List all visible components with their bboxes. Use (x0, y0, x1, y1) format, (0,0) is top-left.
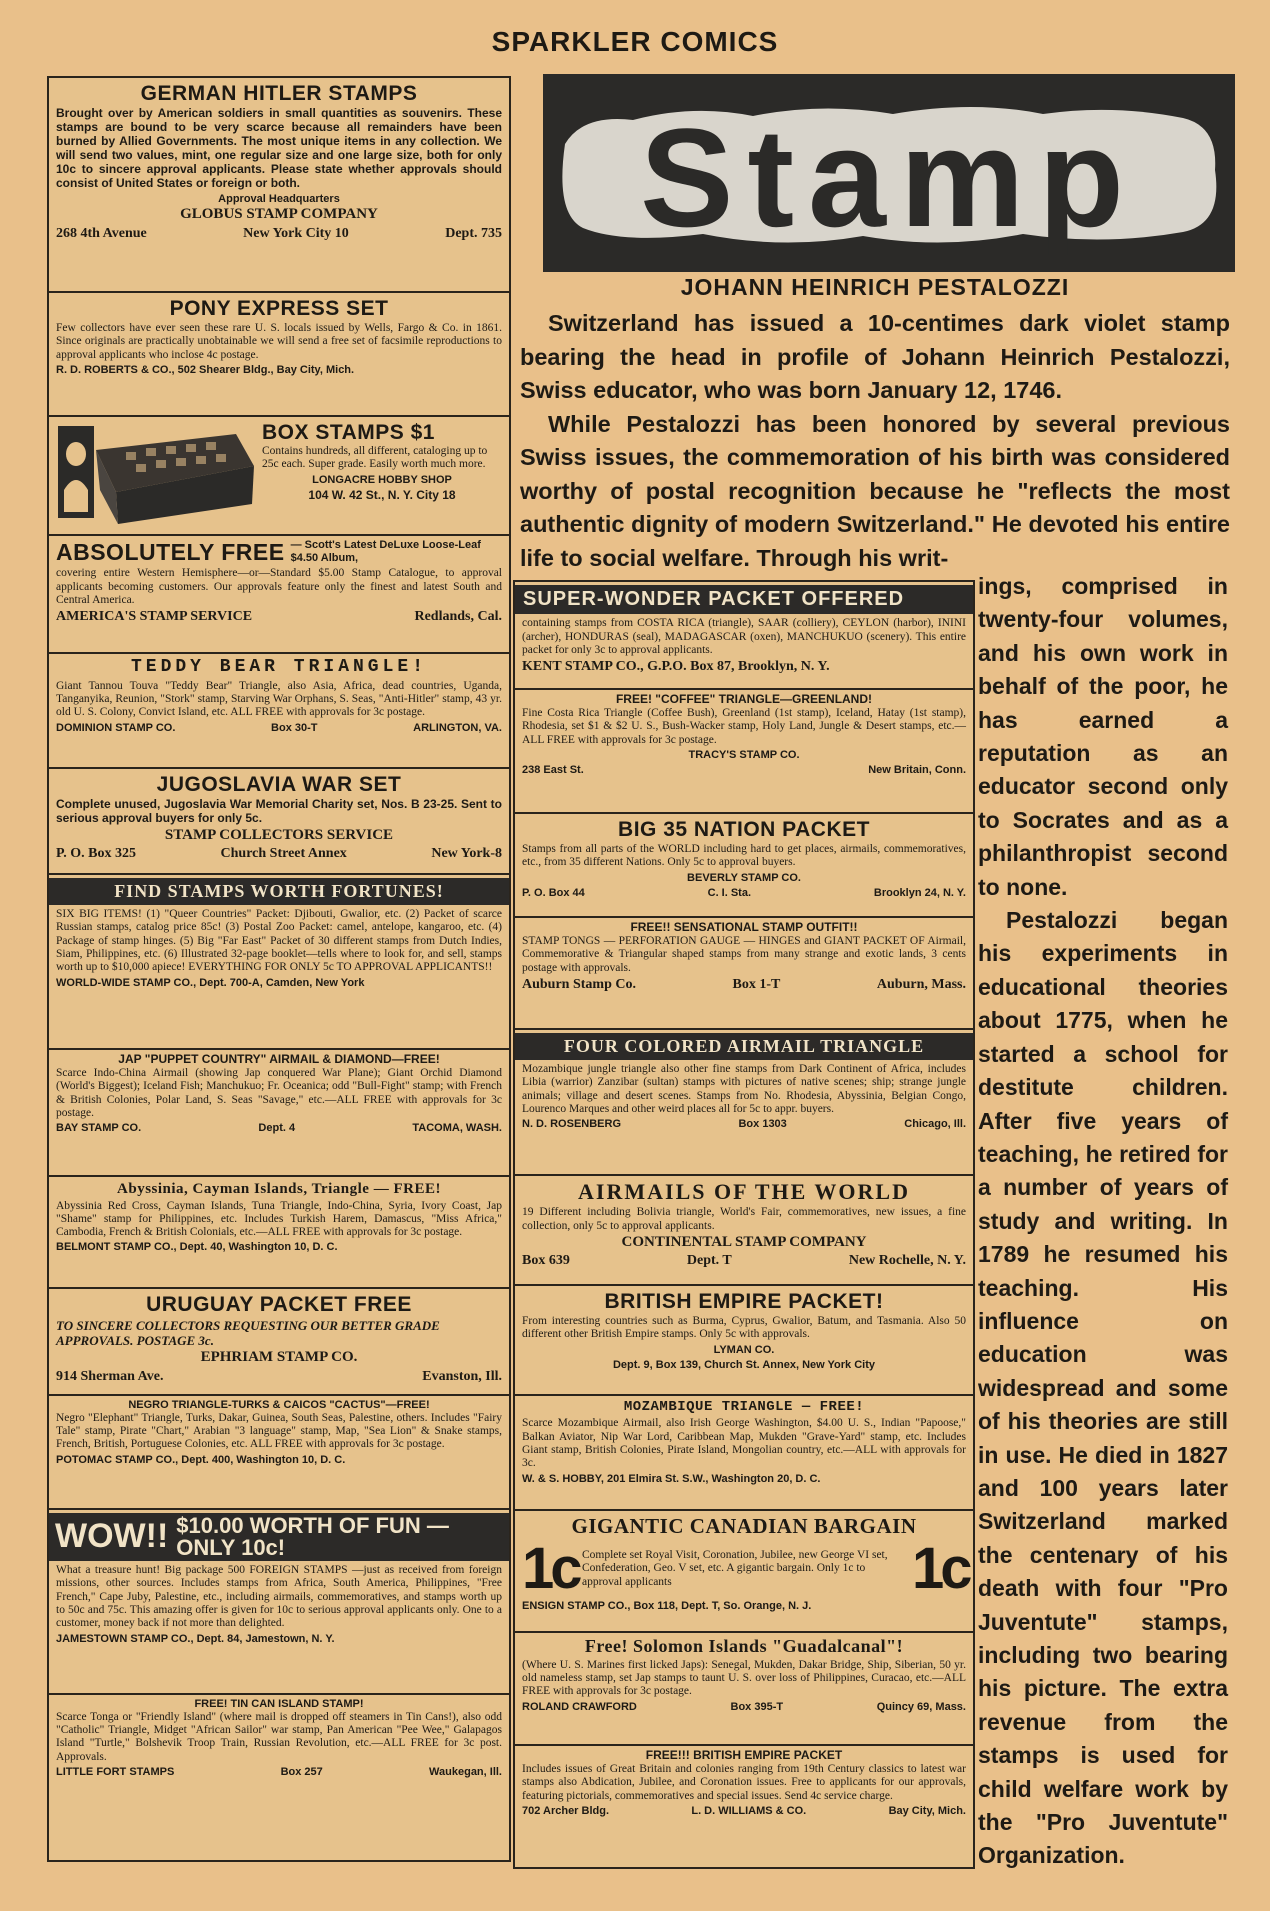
footer-city: TACOMA, WASH. (412, 1122, 502, 1135)
footer-box: Box 257 (280, 1766, 323, 1779)
footer-city: ARLINGTON, VA. (413, 721, 502, 734)
ad-title-banner: FOUR COLORED AIRMAIL TRIANGLE (515, 1033, 973, 1060)
ad-tagline: — Scott's Latest DeLuxe Loose-Leaf $4.50 Album, (290, 539, 481, 564)
ad-airmails-of-the-world (515, 1176, 973, 1286)
ad-british-empire-packet (515, 1286, 973, 1396)
footer-text: KENT STAMP CO., G.P.O. Box 87, Brooklyn, N. Y. (522, 659, 830, 675)
footer-company: BAY STAMP CO. (56, 1122, 142, 1135)
ad-pony-express (49, 293, 509, 417)
ad-body: STAMP TONGS — PERFORATION GAUGE — HINGES and GIANT PACKET OF Airmail, Commemorative & Triangular shaped stamps from many strange and exotic lands, 3 cents postage with approvals. (522, 934, 966, 974)
ad-body: SIX BIG ITEMS! (1) "Queer Countries" Packet: Djibouti, Gwalior, etc. (2) Packet of scarce Russian stamps, catalog price 85c! (3) Postal Zoo Packet: camel, antelope, kangaroo, etc. (4) Package of stamp hinges. (5) Big "Far East" Packet of 30 different stamps from Dutch Indies, Siam, Philippines, etc. (6) Illustrated 32-page booklet—tells where to look for, and sell, stamps worth up to $10,000 apiece! EVERYTHING FOR ONLY 5c TO APPROVAL APPLICANTS!! (56, 907, 502, 974)
footer-text: WORLD-WIDE STAMP CO., Dept. 700-A, Camden, New York (56, 976, 365, 989)
ad-subtitle: $10.00 WORTH OF FUN — ONLY 10c! (176, 1513, 449, 1560)
footer-box: P. O. Box 325 (56, 846, 136, 862)
ad-body: What a treasure hunt! Big package 500 FOREIGN STAMPS —just as received from foreign missions, other sources. Includes stamps from Africa, South America, Philippines, "Free French," Cape Juby, Palestine, etc., including airmails, commemoratives, and stamps worth up to 50c and 75c. This amazing offer is given for 10c to serious approval applicants only. One to a customer, money back if not more than delighted. (56, 1564, 502, 1630)
footer-street: 238 East St. (522, 763, 584, 776)
article-continuation-column (978, 570, 1228, 1873)
footer-city: Redlands, Cal. (414, 609, 502, 625)
ad-box-stamps (49, 417, 509, 536)
footer-company: Auburn Stamp Co. (522, 976, 636, 992)
article-paragraph-4: Pestalozzi began his experiments in educational theories about 1775, when he started a school for destitute children. After five years of teaching, he retired for a number of years of study and writing. In 1789 he resumed his teaching. His influence on education was widespread and some of his theories are still in use. He died in 1827 and 100 years later Switzerland marked the centenary of his death with four "Pro Juventute" stamps, including two bearing his picture. The extra revenue from the stamps is used for child welfare work by the "Pro Juventute" Organization. (978, 907, 1228, 1869)
ad-body: Scarce Mozambique Airmail, also Irish George Washington, $4.00 U. S., Indian "Papoose," Balkan Aviator, Nip War Lord, Caribbean Map, Mukden "Grave-Yard" stamp, etc. Includes Giant stamp, British Colonies, Pirate Island, Mongolian country, etc.—ALL with approvals for 3c. (522, 1417, 966, 1470)
ad-find-stamps-worth-fortunes (49, 875, 509, 1050)
footer-text: ENSIGN STAMP CO., Box 118, Dept. T, So. Orange, N. J. (522, 1600, 812, 1613)
footer-station: C. I. Sta. (707, 886, 752, 899)
ad-title: Abyssinia, Cayman Islands, Triangle — FREE! (117, 1181, 441, 1197)
footer-company: DOMINION STAMP CO. (56, 721, 176, 734)
ad-big-35-nation-packet (515, 814, 973, 918)
footer-dept: Dept. T (686, 1253, 732, 1269)
ad-title: GIGANTIC CANADIAN BARGAIN (571, 1514, 917, 1538)
ad-body: (Where U. S. Marines first licked Japs): Senegal, Mukden, Dakar Bridge, Ship, Siberian, 50 yr. old nameless stamp, set Jap stamps to taunt U. S. over loss of Philippines, Curacao, etc.—ALL FREE with approvals for 3c postage. (522, 1658, 966, 1698)
ad-footer (522, 1253, 966, 1269)
ad-address: 104 W. 42 St., N. Y. City 18 (308, 487, 456, 502)
ad-title-banner: SUPER-WONDER PACKET OFFERED (515, 585, 973, 614)
footer-box: P. O. Box 44 (522, 886, 585, 899)
ad-body: Scarce Tonga or "Friendly Island" (where mail is dropped off steamers in Tin Cans!), also odd "Catholic" Triangle, Midget "African Sailor" war stamp, Pan American "Pee Wee," Galapagos Island "Turtle," Bolshevik Troop Train, Russian Revolution, etc.—ALL FREE for 3c post. Approvals. (56, 1710, 502, 1763)
ad-body: Negro "Elephant" Triangle, Turks, Dakar, Guinea, South Seas, Palestine, others. Includes "Fairy Tale" stamp, Pirate "Chart," Arabian "3 language" stamp, Map, "Sea Lion" & Snake stamps, French, British, Portuguese Colonies, etc. ALL FREE with approvals for 3c postage. (56, 1411, 502, 1451)
ad-wow (49, 1510, 509, 1695)
ad-body: Giant Tannou Touva "Teddy Bear" Triangle, also Asia, Africa, dead countries, Uganda, Tanganyika, Reunion, "Stork" stamp, Starving War Orphans, S. Seas, "Anti-Hitler" stamp, 43 yr. old U. S. Colony, Convict Island, etc. ALL FREE with approvals for 3c postage. (56, 679, 502, 719)
footer-box: Box 1303 (738, 1118, 787, 1131)
ad-gigantic-canadian-bargain (515, 1511, 973, 1633)
left-ads-column (47, 76, 511, 1862)
ad-address (56, 226, 502, 242)
ad-title: AIRMAILS OF THE WORLD (578, 1179, 910, 1204)
ad-jap-puppet-country (49, 1050, 509, 1177)
address-city: New York City 10 (243, 225, 349, 241)
footer-city: Chicago, Ill. (904, 1118, 966, 1131)
ad-footer: Dept. 9, Box 139, Church St. Annex, New York City (612, 1358, 876, 1371)
footer-text: BELMONT STAMP CO., Dept. 40, Washington 10, D. C. (56, 1241, 338, 1254)
ad-body: From interesting countries such as Burma, Cyprus, Gwalior, Batum, and Tasmania. Also 50 different other British Empire stamps. Only 5c with approvals. (522, 1315, 966, 1341)
article-paragraph-2: While Pestalozzi has been honored by several previous Swiss issues, the commemoration of his birth was considered worthy of postal recognition because he "reflects the most authentic dignity of modern Switzerland." He devoted his entire life to social welfare. Through his writ- (520, 410, 1230, 571)
ad-coffee-triangle (515, 690, 973, 814)
footer-text: W. & S. HOBBY, 201 Elmira St. S.W., Washington 20, D. C. (522, 1472, 821, 1485)
footer-box: Box 395-T (730, 1700, 784, 1713)
footer-company: AMERICA'S STAMP SERVICE (56, 609, 253, 625)
ad-title: URUGUAY PACKET FREE (146, 1293, 412, 1316)
ad-solomon-islands (515, 1633, 973, 1746)
ad-company: LYMAN CO. (713, 1343, 775, 1356)
ad-title: TEDDY BEAR TRIANGLE! (130, 657, 428, 677)
ad-footer (56, 722, 502, 735)
ad-title: JAP "PUPPET COUNTRY" AIRMAIL & DIAMOND—FREE! (118, 1052, 440, 1066)
footer-city: Auburn, Mass. (876, 976, 966, 992)
ad-title: FREE! "COFFEE" TRIANGLE—GREENLAND! (615, 692, 873, 706)
footer-city: Evanston, Ill. (422, 1368, 502, 1384)
ad-footer (522, 1118, 966, 1131)
ad-mozambique-triangle (515, 1396, 973, 1511)
ad-footer (56, 977, 502, 990)
ad-body: Mozambique jungle triangle also other fine stamps from Dark Continent of Africa, includes Libia (warrior) Zanzibar (sultan) stamps with pictures of native scenes; ship; strange jungle animals; village and desert scenes. Stamps from No. Rhodesia, Abyssinia, Belgian Congo, Lourenco Marques and other weird places all for 5c to appr. buyers. (522, 1062, 966, 1115)
ad-company: EPHRIAM STAMP CO. (200, 1349, 358, 1366)
ad-footer (522, 1473, 966, 1486)
article-paragraph-1: Switzerland has issued a 10-centimes dark violet stamp bearing the head in profile of Johann Heinrich Pestalozzi, Swiss educator, who was born January 12, 1746. (520, 310, 1230, 403)
ad-footer (522, 1600, 966, 1613)
ad-body: Complete set Royal Visit, Coronation, Jubilee, new George VI set, Confederation, Geo. V set, etc. A gigantic bargain. Only 1c to approval applicants (582, 1549, 888, 1588)
ad-super-wonder-packet (515, 582, 973, 690)
footer-city: New York-8 (431, 846, 502, 862)
ad-title: BRITISH EMPIRE PACKET! (604, 1290, 884, 1313)
ad-footer (522, 887, 966, 900)
ad-body: containing stamps from COSTA RICA (triangle), SAAR (colliery), CEYLON (harbor), ININI (archer), HONDURAS (seal), MADAGASCAR (oxen), MANCHUKUO (scenery). This entire packet for only 3c to approval applicants. (522, 617, 966, 656)
ad-uruguay-packet (49, 1289, 509, 1396)
footer-company: N. D. ROSENBERG (522, 1118, 622, 1131)
ad-title: WOW!! (55, 1517, 169, 1556)
ad-company: CONTINENTAL STAMP COMPANY (621, 1233, 867, 1250)
ad-footer (56, 364, 502, 377)
middle-ads-column (513, 580, 975, 1869)
ad-title: PONY EXPRESS SET (169, 297, 389, 320)
address-street: 268 4th Avenue (56, 225, 147, 241)
footer-company: ROLAND CRAWFORD (522, 1700, 637, 1713)
ad-body: TO SINCERE COLLECTORS REQUESTING OUR BETTER GRADE APPROVALS. POSTAGE 3c. (56, 1318, 440, 1349)
page-header: SPARKLER COMICS (491, 26, 779, 57)
ad-footer (56, 1454, 502, 1467)
ad-footer (56, 1369, 502, 1385)
footer-company: LITTLE FORT STAMPS (56, 1766, 175, 1779)
price-right: 1c (912, 1536, 969, 1602)
ad-title: BOX STAMPS $1 (262, 421, 435, 444)
ad-tin-can-island (49, 1695, 509, 1815)
ad-title: NEGRO TRIANGLE-TURKS & CAICOS "CACTUS"—FREE! (128, 1399, 430, 1411)
footer-city: Brooklyn 24, N. Y. (873, 886, 966, 899)
ad-body: Includes issues of Great Britain and colonies ranging from 19th Century classics to latest war stamps also Abdication, Jubilee, and Coronation issues. Free to applicants for our approvals, featuring pictorials, commemoratives and special issues. Send 4c service charge. (522, 1762, 966, 1802)
ad-jugoslavia-war-set (49, 769, 509, 875)
footer-text: R. D. ROBERTS & CO., 502 Shearer Bldg., Bay City, Mich. (56, 364, 355, 377)
footer-city: New Britain, Conn. (868, 763, 966, 776)
ad-body: Fine Costa Rica Triangle (Coffee Bush), Greenland (1st stamp), Iceland, Hatay (1st stamp), Rhodesia, set $1 & $2 U. S., Bush-Wacker stamp, Holy Land, Jungle & Desert stamps, etc.—ALL FREE with approvals for 3c postage. (522, 706, 966, 746)
ad-footer (522, 1805, 966, 1818)
footer-box: Box 639 (522, 1253, 570, 1269)
ad-german-hitler-stamps (49, 78, 509, 293)
ad-footer (56, 1122, 502, 1135)
footer-company: L. D. WILLIAMS & CO. (691, 1804, 807, 1817)
ad-footer (56, 1633, 502, 1646)
footer-text: JAMESTOWN STAMP CO., Dept. 84, Jamestown, N. Y. (56, 1632, 335, 1645)
ad-title: JUGOSLAVIA WAR SET (156, 773, 402, 796)
ad-footer (56, 1241, 502, 1254)
footer-street: 702 Archer Bldg. (522, 1804, 610, 1817)
article-paragraph-3: ings, comprised in twenty-four volumes, and his own work in behalf of the poor, he has earned a reputation as an educator second only to Socrates and as a philanthropist second to none. (978, 573, 1228, 900)
footer-box: Box 1-T (732, 976, 781, 992)
ad-footer (56, 1766, 502, 1779)
address-dept: Dept. 735 (445, 225, 502, 241)
ad-title-banner: FIND STAMPS WORTH FORTUNES! (49, 878, 509, 905)
ad-title: Free! Solomon Islands "Guadalcanal"! (584, 1636, 904, 1656)
ad-company: BEVERLY STAMP CO. (687, 871, 801, 884)
stamp-box-illustration (56, 420, 256, 526)
feature-article (520, 274, 1230, 575)
article-title: JOHANN HEINRICH PESTALOZZI (680, 274, 1070, 300)
ad-footer (522, 764, 966, 777)
ad-body: covering entire Western Hemisphere—or—Standard $5.00 Stamp Catalogue, to approval applicants becoming customers. Our approvals feature only the finest and latest South and Central America. (56, 567, 502, 606)
ad-body: 19 Different including Bolivia triangle, World's Fair, commemoratives, new issues, a fine collection, only 5c to approval applicants. (522, 1206, 966, 1232)
ad-company: STAMP COLLECTORS SERVICE (164, 826, 394, 843)
footer-box: Box 30-T (271, 721, 318, 734)
ad-footer (522, 1701, 966, 1714)
ad-shop: LONGACRE HOBBY SHOP (312, 473, 452, 486)
footer-city: Quincy 69, Mass. (876, 1700, 966, 1713)
ad-abyssinia-cayman (49, 1177, 509, 1289)
ad-footer (56, 609, 502, 625)
ad-subtitle: Approval Headquarters (218, 192, 340, 205)
ad-title: FREE!!! BRITISH EMPIRE PACKET (645, 1748, 843, 1762)
ad-body: Abyssinia Red Cross, Cayman Islands, Tuna Triangle, Indo-China, Syria, Ivory Coast, Jap "Shame" stamp for Philippines, etc. Includes Turkish Harem, Damascus, "Miss Africa," Cambodia, French & British Colonials, etc.—ALL FREE with approvals for 3c postage. (56, 1199, 502, 1239)
ad-body: Complete unused, Jugoslavia War Memorial Charity set, Nos. B 23-25. Sent to serious approval buyers for only 5c. (56, 797, 502, 825)
stamp-title-text: Stamp (640, 99, 1138, 256)
ad-title-banner (49, 1513, 509, 1561)
ad-footer (56, 846, 502, 862)
footer-dept: Dept. 4 (258, 1122, 296, 1135)
footer-city: New Rochelle, N. Y. (848, 1253, 966, 1269)
stamp-title-banner (543, 74, 1235, 272)
ad-title: BIG 35 NATION PACKET (618, 818, 870, 841)
ad-company: GLOBUS STAMP COMPANY (180, 206, 378, 223)
ad-absolutely-free (49, 536, 509, 654)
ad-body: Scarce Indo-China Airmail (showing Jap conquered War Plane); Giant Orchid Diamond (World's Biggest); Iceland Fish; Manchukuo; Fr. Oceanica; odd "Bull-Fight" stamp; with French & British Colonies, Polar Land, S. Seas "Savage," etc.—ALL FREE with approvals for 3c postage. (56, 1066, 502, 1119)
footer-text: POTOMAC STAMP CO., Dept. 400, Washington 10, D. C. (56, 1453, 346, 1466)
price-left: 1c (522, 1536, 579, 1602)
footer-city: Waukegan, Ill. (429, 1766, 502, 1779)
ad-title: GERMAN HITLER STAMPS (140, 82, 418, 105)
footer-street: Church Street Annex (220, 846, 347, 862)
ad-body: Few collectors have ever seen these rare U. S. locals issued by Wells, Fargo & Co. in 1861. Since originals are practically unobtainable we will send a free set of facsimile reproductions to approval applicants who inclose 4c postage. (56, 322, 502, 361)
ad-body: Stamps from all parts of the WORLD including hard to get places, airmails, commemoratives, etc., from 35 different Nations. Only 5c to approval buyers. (522, 843, 966, 869)
ad-teddy-bear-triangle (49, 654, 509, 769)
ad-footer (522, 659, 966, 675)
ad-company: TRACY'S STAMP CO. (688, 748, 800, 761)
ad-four-colored-airmail (515, 1030, 973, 1176)
ad-free-british-empire (515, 1746, 973, 1856)
ad-title: FREE! TIN CAN ISLAND STAMP! (194, 1698, 364, 1710)
ad-body: Brought over by American soldiers in small quantities as souvenirs. These stamps are bound to be very scarce because all remainders have been burned by Allied Governments. The most unique items in any collection. We will send two values, mint, one regular size and one large size, both for only 10c to sincere approval applicants. Please state whether approvals should consist of United States or foreign or both. (56, 106, 502, 190)
ad-title: MOZAMBIQUE TRIANGLE — FREE! (623, 1399, 865, 1415)
ad-body: Contains hundreds, all different, cataloging up to 25c each. Super grade. Easily worth much more. (262, 445, 488, 471)
ad-title: ABSOLUTELY FREE (56, 539, 285, 565)
footer-street: 914 Sherman Ave. (56, 1368, 164, 1384)
ad-title: FREE!! SENSATIONAL STAMP OUTFIT!! (630, 920, 858, 934)
ad-footer (522, 977, 966, 993)
footer-city: Bay City, Mich. (888, 1804, 966, 1817)
ad-negro-triangle (49, 1396, 509, 1510)
ad-sensational-outfit (515, 918, 973, 1030)
